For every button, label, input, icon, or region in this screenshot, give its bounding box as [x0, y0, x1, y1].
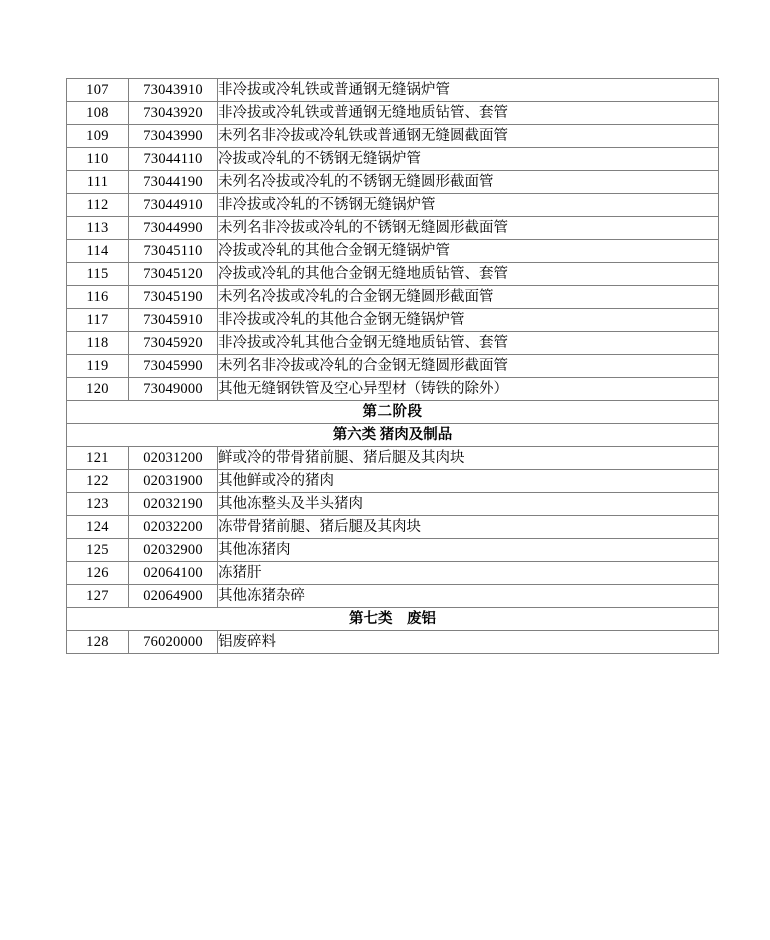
row-number-cell: 117: [67, 309, 129, 332]
row-number-cell: 108: [67, 102, 129, 125]
product-description-cell: 其他冻猪杂碎: [218, 585, 719, 608]
hs-code-cell: 73044110: [129, 148, 218, 171]
product-description-cell: 冷拔或冷轧的不锈钢无缝锅炉管: [218, 148, 719, 171]
row-number-cell: 128: [67, 631, 129, 654]
category-header-row: [67, 424, 719, 447]
hs-code-cell: 73044190: [129, 171, 218, 194]
product-description-cell: 未列名冷拔或冷轧的合金钢无缝圆形截面管: [218, 286, 719, 309]
hs-code-cell: 73044990: [129, 217, 218, 240]
table-row: [67, 102, 719, 125]
product-description-cell: 冷拔或冷轧的其他合金钢无缝锅炉管: [218, 240, 719, 263]
tariff-table-container: [66, 78, 718, 654]
category-header-row: [67, 608, 719, 631]
table-row: [67, 171, 719, 194]
row-number-cell: 115: [67, 263, 129, 286]
hs-code-cell: 73043990: [129, 125, 218, 148]
table-row: [67, 79, 719, 102]
row-number-cell: 109: [67, 125, 129, 148]
hs-code-cell: 02032200: [129, 516, 218, 539]
product-description-cell: 铝废碎料: [218, 631, 719, 654]
row-number-cell: 111: [67, 171, 129, 194]
stage-header-title: 第二阶段: [67, 401, 719, 424]
row-number-cell: 120: [67, 378, 129, 401]
table-row: [67, 585, 719, 608]
product-description-cell: 未列名非冷拔或冷轧的不锈钢无缝圆形截面管: [218, 217, 719, 240]
row-number-cell: 114: [67, 240, 129, 263]
product-description-cell: 非冷拔或冷轧的不锈钢无缝锅炉管: [218, 194, 719, 217]
hs-code-cell: 73043910: [129, 79, 218, 102]
row-number-cell: 124: [67, 516, 129, 539]
product-description-cell: 未列名非冷拔或冷轧铁或普通钢无缝圆截面管: [218, 125, 719, 148]
product-description-cell: 非冷拔或冷轧其他合金钢无缝地质钻管、套管: [218, 332, 719, 355]
table-row: [67, 516, 719, 539]
table-row: [67, 355, 719, 378]
row-number-cell: 122: [67, 470, 129, 493]
table-row: [67, 309, 719, 332]
table-row: [67, 631, 719, 654]
hs-code-cell: 02031900: [129, 470, 218, 493]
hs-code-cell: 73045920: [129, 332, 218, 355]
table-row: [67, 125, 719, 148]
product-description-cell: 冻带骨猪前腿、猪后腿及其肉块: [218, 516, 719, 539]
row-number-cell: 127: [67, 585, 129, 608]
row-number-cell: 116: [67, 286, 129, 309]
table-row: [67, 378, 719, 401]
table-row: [67, 286, 719, 309]
table-row: [67, 562, 719, 585]
hs-code-cell: 73043920: [129, 102, 218, 125]
hs-code-cell: 73045190: [129, 286, 218, 309]
category-header-title: 第七类 废铝: [67, 608, 719, 631]
table-row: [67, 240, 719, 263]
product-description-cell: 鲜或冷的带骨猪前腿、猪后腿及其肉块: [218, 447, 719, 470]
row-number-cell: 118: [67, 332, 129, 355]
product-description-cell: 非冷拔或冷轧铁或普通钢无缝锅炉管: [218, 79, 719, 102]
tariff-code-table: [66, 78, 719, 654]
hs-code-cell: 76020000: [129, 631, 218, 654]
row-number-cell: 119: [67, 355, 129, 378]
product-description-cell: 未列名冷拔或冷轧的不锈钢无缝圆形截面管: [218, 171, 719, 194]
hs-code-cell: 02064900: [129, 585, 218, 608]
hs-code-cell: 73044910: [129, 194, 218, 217]
hs-code-cell: 73045990: [129, 355, 218, 378]
product-description-cell: 其他鲜或冷的猪肉: [218, 470, 719, 493]
row-number-cell: 121: [67, 447, 129, 470]
table-row: [67, 194, 719, 217]
table-row: [67, 470, 719, 493]
hs-code-cell: 73045910: [129, 309, 218, 332]
product-description-cell: 冷拔或冷轧的其他合金钢无缝地质钻管、套管: [218, 263, 719, 286]
table-row: [67, 539, 719, 562]
stage-header-row: [67, 401, 719, 424]
table-body: [67, 79, 719, 654]
row-number-cell: 110: [67, 148, 129, 171]
hs-code-cell: 02064100: [129, 562, 218, 585]
table-row: [67, 493, 719, 516]
hs-code-cell: 02032190: [129, 493, 218, 516]
table-row: [67, 332, 719, 355]
row-number-cell: 123: [67, 493, 129, 516]
product-description-cell: 非冷拔或冷轧铁或普通钢无缝地质钻管、套管: [218, 102, 719, 125]
hs-code-cell: 73049000: [129, 378, 218, 401]
row-number-cell: 125: [67, 539, 129, 562]
product-description-cell: 冻猪肝: [218, 562, 719, 585]
row-number-cell: 107: [67, 79, 129, 102]
product-description-cell: 其他冻猪肉: [218, 539, 719, 562]
hs-code-cell: 02032900: [129, 539, 218, 562]
product-description-cell: 非冷拔或冷轧的其他合金钢无缝锅炉管: [218, 309, 719, 332]
category-header-title: 第六类 猪肉及制品: [67, 424, 719, 447]
row-number-cell: 126: [67, 562, 129, 585]
product-description-cell: 其他冻整头及半头猪肉: [218, 493, 719, 516]
table-row: [67, 263, 719, 286]
table-row: [67, 217, 719, 240]
row-number-cell: 113: [67, 217, 129, 240]
hs-code-cell: 73045120: [129, 263, 218, 286]
hs-code-cell: 73045110: [129, 240, 218, 263]
product-description-cell: 其他无缝钢铁管及空心异型材（铸铁的除外）: [218, 378, 719, 401]
product-description-cell: 未列名非冷拔或冷轧的合金钢无缝圆形截面管: [218, 355, 719, 378]
row-number-cell: 112: [67, 194, 129, 217]
hs-code-cell: 02031200: [129, 447, 218, 470]
table-row: [67, 447, 719, 470]
table-row: [67, 148, 719, 171]
